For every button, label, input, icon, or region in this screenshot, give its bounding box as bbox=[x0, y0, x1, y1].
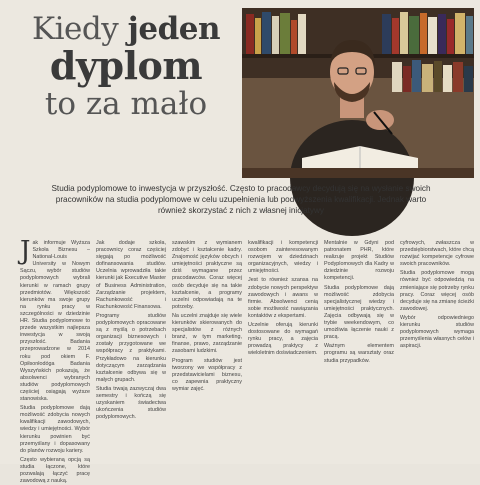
paragraph: Często wybieraną opcją są studia łączone, które pozwalają łączyć pracę zawodową z nauką. bbox=[20, 456, 90, 485]
article-photo bbox=[242, 8, 474, 178]
headline-line-1: Kiedy jeden bbox=[31, 11, 221, 47]
article-headline bbox=[26, 11, 226, 122]
dropcap: J bbox=[20, 236, 31, 266]
article-lead: Studia podyplomowe to inwestycja w przyszłość. Często to pracodawcy decydują się na wysłanie swoich pracowników na studia podyplomowe w celu uzupełnienia lub podwyższenia kwalifikacji. Jednak warto również skorzystać z nich z własnej inicjatywy bbox=[51, 184, 431, 216]
body-column-6 bbox=[400, 240, 474, 464]
body-column-5 bbox=[324, 240, 394, 464]
paragraph: kwalifikacji i kompetencji osobom zainteresowanym rozwojem w dziedzinach organizacyjnych, wiedzy i umiejętności. bbox=[248, 240, 318, 275]
paragraph: Program studiów jest tworzony we współpracy z przedstawicielami biznesu, co zapewnia praktyczny wymiar zajęć. bbox=[172, 357, 242, 392]
paragraph: Studia podyplomowe mogą również być odpowiedzią na zmieniające się potrzeby rynku pracy. Coraz więcej osób decyduje się na zmianę ścieżki zawodowej. bbox=[400, 270, 475, 312]
paragraph: Wybór odpowiedniego kierunku studiów podyplomowych wymaga przemyślenia własnych celów i aspiracji. bbox=[400, 314, 474, 350]
paragraph: ak informuje Wyższa Szkoła Biznesu – National-Louis University w Nowym Sączu, wybór studiów podyplomowych wybrali kierunki w ramach grupy przedmiotów. Większość kierunków ma swoje grupy na rynku pracy w szczególności w dziedzinie HR. Studia podyplomowe to przede wszystkim najlepsza inwestycja w swoją przyszłość. Badania przeprowadzone w 2014 roku pod okiem F. Opiłsonłodóga Badania Wyszyńskich pokazują, że absolwenci wybranych studiów podyplomowych częściej osiągają wyższe stanowiska. bbox=[20, 240, 90, 403]
man-with-books-photo bbox=[242, 8, 474, 178]
paragraph: Studia podyplomowe dają możliwość zdobycia specjalistycznej wiedzy i umiejętności praktycznych. Zajęcia odbywają się w trybie weekendowym, co umożliwia łączenie nauki z pracą. bbox=[324, 284, 394, 341]
paragraph: Jest to również szansa na zdobycie nowych perspektyw zawodowych i awans w firmie. Absolwenci cenią sobie możliwość nawiązania kontaktów z ekspertami. bbox=[248, 277, 318, 319]
headline-bold-word: jeden bbox=[127, 11, 221, 47]
paragraph: szawskim z wymianem zdobyć i kształcenie kadry. Znajomość języków obcych i umiejętności praktyczne są dziś wymagane przez pracodawców. Coraz więcej osób decyduje się na takie kształcenie, a programy uczelni odpowiadają na te potrzeby. bbox=[172, 240, 242, 310]
paragraph: Jak dodaje szkoła, pracownicy coraz częściej sięgają po możliwość dofinansowania studiów. Uczelnia wprowadziła takie kierunki jak Executive Master of Business Administration, Zarządzanie projektem, Rachunkowość i Rachunkowość Finansowa. bbox=[96, 240, 166, 310]
headline-line-2: dyplom bbox=[49, 43, 203, 88]
article-body bbox=[20, 236, 476, 485]
paragraph: Na uczelni znajduje się wiele kierunków skierowanych do specjalistów z różnych branż, w tym marketing, finanse, prawo, zarządzanie zasobami ludzkimi. bbox=[172, 312, 242, 355]
body-column-4 bbox=[248, 240, 318, 464]
paragraph: Studia trwają zazwyczaj dwa semestry i kończą się uzyskaniem świadectwa ukończenia studiów podyplomowych. bbox=[96, 385, 166, 421]
paragraph: Uczelnie oferują kierunki dostosowane do wymagań rynku pracy, a zajęcia prowadzą praktycy z wieloletnim doświadczeniem. bbox=[248, 322, 318, 357]
paragraph: Programy studiów podyplomowych opracowane są z myślą o potrzebach organizacji biznesowych i zostały przygotowane we współpracy z praktykami. Przykładowo na kierunku dotyczącym zarządzania kształcenie odbywa się w małych grupach. bbox=[96, 312, 166, 383]
body-column-1 bbox=[20, 236, 90, 485]
body-column-2 bbox=[96, 240, 166, 464]
paragraph: cyfrowych, zwłaszcza w przedsiębiorstwach, które chcą rozwijać kompetencje cyfrowe swoich pracowników. bbox=[400, 240, 475, 268]
paragraph: Studia podyplomowe dają możliwość zdobycia nowych kwalifikacji zawodowych, wiedzy i umiejętności. Wybór kierunku powinien być przemyślany i dopasowany do planów rozwoju kariery. bbox=[20, 405, 90, 454]
paragraph: Ważnym elementem programu są warsztaty oraz studia przypadków. bbox=[324, 343, 394, 364]
headline-line-3: to za mało bbox=[44, 86, 208, 122]
body-column-3 bbox=[172, 240, 242, 464]
paragraph: Mentalnie w Gdyni pod patronatem PHR, które realizuje projekt Studiów Podyplomowych dla Kadry w dziedzinie rozwoju kompetencji. bbox=[324, 240, 394, 282]
